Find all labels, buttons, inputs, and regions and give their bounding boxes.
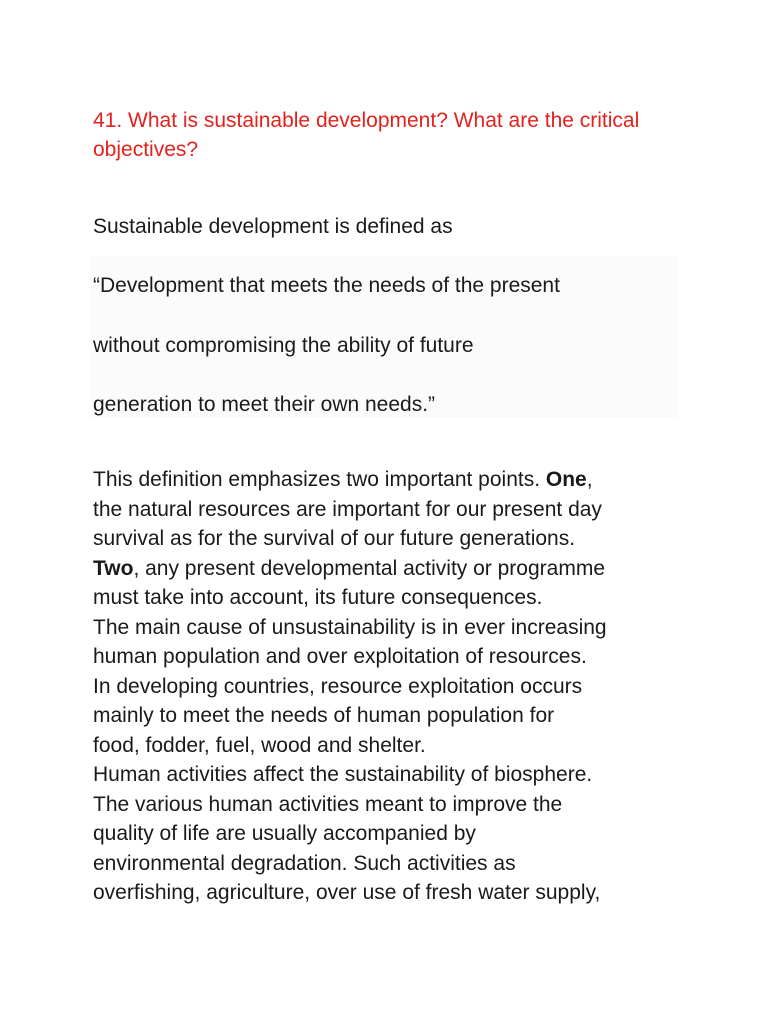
definition-quote-block bbox=[91, 256, 677, 418]
definition-intro: Sustainable development is defined as bbox=[93, 215, 453, 238]
point-two-label: Two bbox=[93, 556, 134, 580]
question-heading: 41. What is sustainable development? What are the critical objectives? bbox=[93, 109, 640, 161]
body-line-2: the natural resources are important for our present day bbox=[93, 497, 602, 521]
body-line-4-text: , any present developmental activity or programme bbox=[133, 556, 605, 580]
body-line-7: human population and over exploitation of resources. bbox=[93, 645, 587, 668]
body-line-3: survival as for the survival of our future generations. bbox=[93, 527, 576, 550]
body-line-13: quality of life are usually accompanied by bbox=[93, 822, 476, 845]
body-line-11: Human activities affect the sustainability of biosphere. bbox=[93, 763, 593, 786]
body-line-9: mainly to meet the needs of human population for bbox=[93, 704, 555, 727]
body-paragraphs bbox=[93, 465, 693, 908]
body-line-1-punct: , bbox=[586, 468, 593, 491]
body-line-6: The main cause of unsustainability is in ever increasing bbox=[93, 615, 607, 639]
body-line-1-text: This definition emphasizes two important points. bbox=[93, 468, 546, 491]
body-line-15: overfishing, agriculture, over use of fresh water supply, bbox=[93, 881, 601, 904]
quote-line-2: without compromising the ability of future bbox=[93, 334, 474, 357]
body-line-8: In developing countries, resource exploitation occurs bbox=[93, 674, 583, 698]
point-one-label: One bbox=[545, 468, 587, 491]
body-line-10: food, fodder, fuel, wood and shelter. bbox=[93, 733, 426, 757]
quote-line-3: generation to meet their own needs.” bbox=[93, 393, 436, 416]
body-line-12: The various human activities meant to improve the bbox=[93, 792, 563, 816]
body-line-1 bbox=[93, 465, 693, 495]
body-line-14: environmental degradation. Such activities as bbox=[93, 851, 516, 875]
body-line-4 bbox=[93, 554, 693, 584]
body-line-5: must take into account, its future consequences. bbox=[93, 586, 543, 609]
quote-line-1: “Development that meets the needs of the present bbox=[93, 274, 560, 297]
